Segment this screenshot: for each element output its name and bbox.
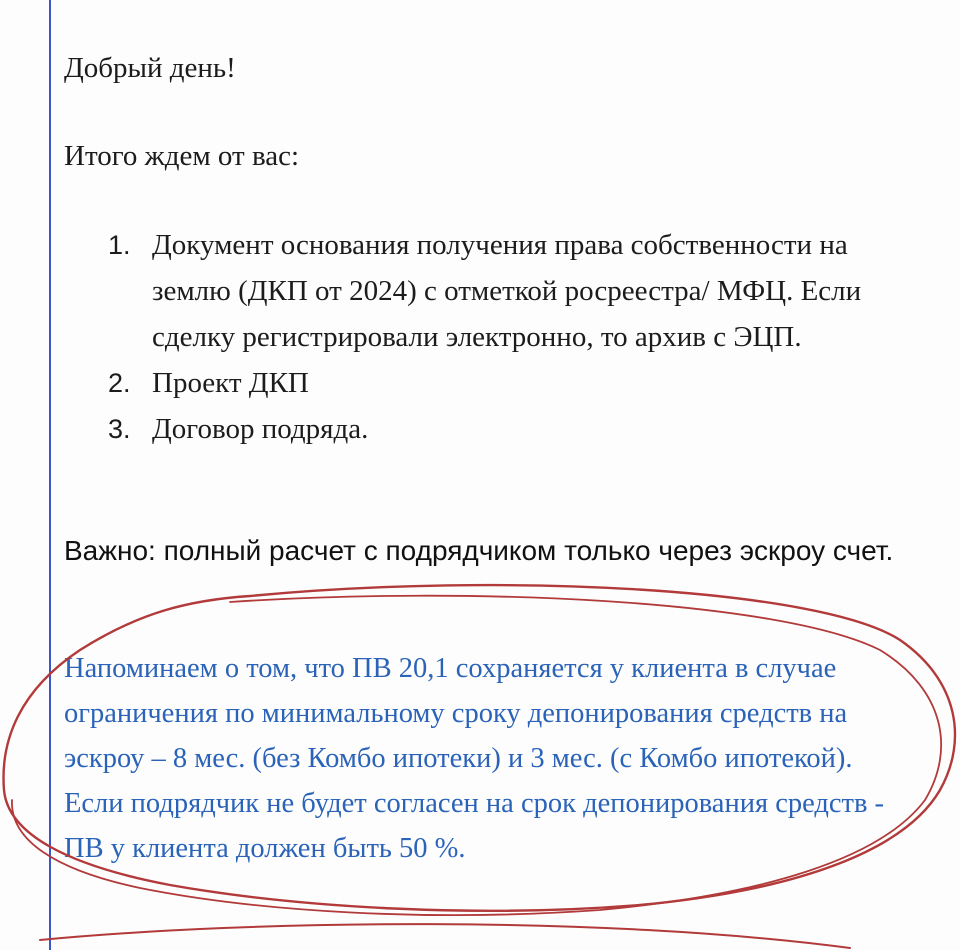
list-item-text: Документ основания получения права собственности на землю (ДКП от 2024) с отметкой росреестра/ МФЦ. Если сделку регистрировали электронно, то архив с ЭЦП. — [152, 229, 862, 353]
intro-text: Итого ждем от вас: — [64, 140, 300, 172]
list-item-number: 2. — [108, 368, 131, 398]
important-note: Важно: полный расчет с подрядчиком только через эскроу счет. — [64, 535, 894, 566]
list-item-number: 1. — [108, 230, 131, 260]
list-item-text: Проект ДКП — [152, 367, 309, 399]
margin-line — [49, 0, 51, 950]
list-item-text: Договор подряда. — [152, 413, 369, 445]
list-item-number: 3. — [108, 414, 131, 444]
greeting-text: Добрый день! — [64, 52, 236, 84]
list-item — [100, 360, 920, 406]
reminder-paragraph: Напоминаем о том, что ПВ 20,1 сохраняется у клиента в случае ограничения по минимальному сроку депонирования средств на эскроу – 8 мес. (без Комбо ипотеки) и 3 мес. (с Комбо ипотекой). Если подрядчик не будет согласен на срок депонирования средств - ПВ у клиента должен быть 50 %. — [64, 653, 885, 864]
list-item — [100, 406, 920, 452]
list-item — [100, 222, 920, 360]
hand-drawn-circle-stroke — [40, 924, 850, 948]
requirements-list — [100, 222, 920, 452]
